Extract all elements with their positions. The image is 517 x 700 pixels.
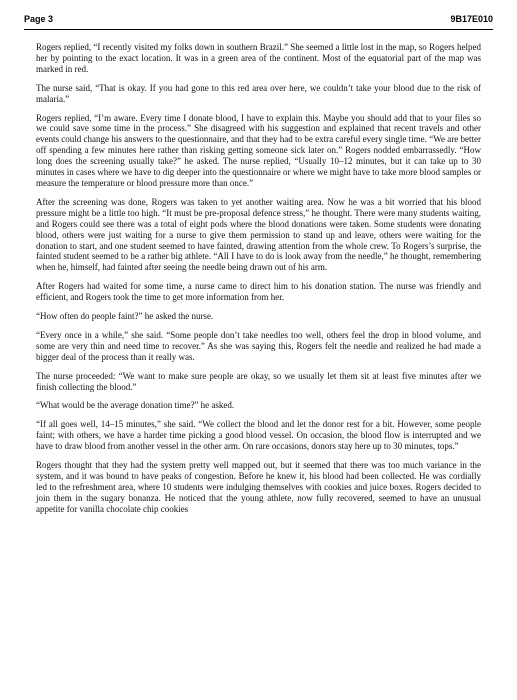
paragraph: Rogers replied, “I recently visited my folks down in southern Brazil.” She seemed a little lost in the map, so Rogers helped her by pointing to the exact location. It was in a green area of the continent. Most of the equatorial part of the map was marked in red. xyxy=(36,42,481,74)
paragraph: Rogers thought that they had the system pretty well mapped out, but it seemed that there was too much variance in the system, and it was bound to have peaks of congestion. Before he knew it, his blood had been collected. He was cordially led to the refreshment area, where 10 students were indulging themselves with cookies and juice boxes. Rogers decided to join them in the sugary bonanza. He noticed that the young athlete, now fully recovered, seemed to have an unusual appetite for vanilla chocolate chip cookies xyxy=(36,460,481,514)
header-divider xyxy=(24,29,493,30)
paragraph: The nurse said, “That is okay. If you had gone to this red area over here, we couldn’t take your blood due to the risk of malaria.” xyxy=(36,82,481,104)
paragraph: “How often do people faint?” he asked the nurse. xyxy=(36,311,214,322)
paragraph: Rogers replied, “I’m aware. Every time I donate blood, I have to explain this. Maybe you should add that to your files so we could save some time in the process.” She disagreed with his suggestion and explained that recent travels and other events could change his answers to the questionnaire, and that they had to be extra careful every single time. “We are better off spending a few minutes here rather than risking getting someone sick later on.” Rogers nodded embarrassedly. “How long does the screening usually take?” he asked. The nurse replied, “Usually 10–12 minutes, but it can take up to 30 minutes in cases where we have to dig deeper into the questionnaire or where we might have to take more blood samples or measure the temperature or blood pressure more than once.” xyxy=(36,112,481,188)
page-number: Page 3 xyxy=(24,14,54,24)
paragraph: “What would be the average donation time?” he asked. xyxy=(36,400,235,411)
document-body xyxy=(36,42,481,515)
paragraph: After Rogers had waited for some time, a nurse came to direct him to his donation station. The nurse was friendly and efficient, and Rogers took the time to get more information from her. xyxy=(36,281,481,303)
case-code: 9B17E010 xyxy=(450,14,493,24)
paragraph: The nurse proceeded: “We want to make sure people are okay, so we usually let them sit at least five minutes after we finish collecting the blood.” xyxy=(36,370,481,392)
paragraph: “Every once in a while,” she said. “Some people don’t take needles too well, others feel the drop in blood volume, and some are very thin and need time to recover.” As she was saying this, Rogers felt the needle and realized he had made a bigger deal of the process than it really was. xyxy=(36,329,481,362)
paragraph: After the screening was done, Rogers was taken to yet another waiting area. Now he was a bit worried that his blood pressure might be a little too high. “It must be pre-proposal defence stress,” he thought. There were many students waiting, and Rogers could see there was a total of eight pods where the blood donations were taken. Some students were donating blood, others were just waiting for a nurse to give them permission to stand up and leave, others were waiting for the donation to start, and one student seemed to have fainted, drawing attention from the whole crew. To Rogers’s surprise, the fainted student seemed to be a rather big athlete. “All I have to do is look away from the needle,” he thought, remembering when he, himself, had fainted after seeing the needle being drawn out of his arm. xyxy=(36,196,481,273)
page-header xyxy=(24,12,493,26)
paragraph: “If all goes well, 14–15 minutes,” she said. “We collect the blood and let the donor rest for a bit. However, some people faint; with others, we have a harder time picking a good blood vessel. On occasion, the blood flow is interrupted and we have to draw blood from another vessel in the other arm. On rare occasions, donors stay here up to 30 minutes, tops.” xyxy=(36,419,481,452)
